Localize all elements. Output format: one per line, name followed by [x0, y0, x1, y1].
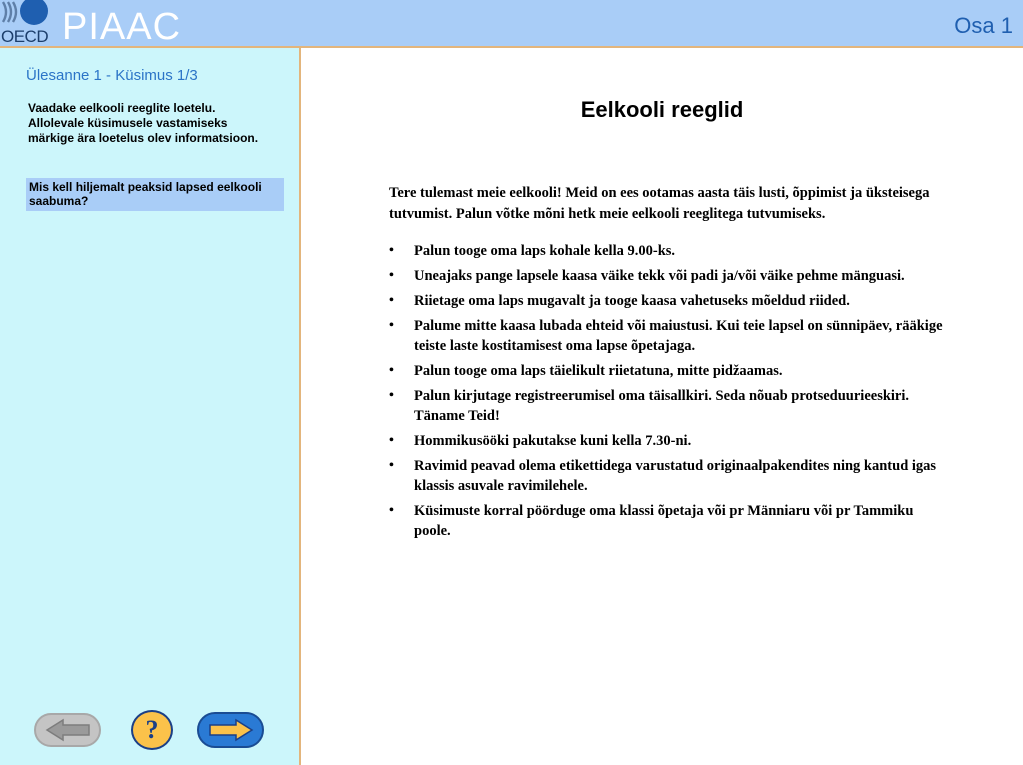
task-sidebar — [0, 48, 301, 765]
intro-paragraph[interactable]: Tere tulemast meie eelkooli! Meid on ees ootamas aasta täis lusti, õppimist ja üksteisega tutvumist. Palun võtke mõni hetk meie eelkooli reeglitega tutvumiseks. — [389, 185, 930, 222]
rule-item[interactable]: • Palun kirjutage registreerumisel oma täisallkiri. Seda nõuab protseduurieeskiri. Täname Teid! — [389, 386, 949, 426]
rules-list — [389, 241, 949, 546]
task-instructions: Vaadake eelkooli reeglite loetelu. Allolevale küsimusele vastamiseks märkige ära loetelus olev informatsioon. — [28, 101, 259, 145]
rule-item[interactable]: • Küsimuste korral pöörduge oma klassi õpetaja või pr Männiaru või pr Tammiku poole. — [389, 501, 949, 541]
brand-title: PIAAC — [62, 6, 182, 48]
rule-item[interactable]: • Uneajaks pange lapsele kaasa väike tekk või padi ja/või väike pehme mänguasi. — [389, 266, 949, 286]
back-button[interactable] — [34, 713, 101, 747]
oecd-logo-text: OECD — [1, 27, 49, 46]
rule-item[interactable]: • Palume mitte kaasa lubada ehteid või maiustusi. Kui teie lapsel on sünnipäev, rääkige teiste laste kostitamisest oma lapse õpetajaga. — [389, 316, 949, 356]
rule-item[interactable]: • Riietage oma laps mugavalt ja tooge kaasa vahetuseks mõeldud riided. — [389, 291, 949, 311]
rule-item[interactable]: • Palun tooge oma laps täielikult riietatuna, mitte pidžaamas. — [389, 361, 949, 381]
task-title: Ülesanne 1 - Küsimus 1/3 — [26, 67, 198, 84]
rule-item[interactable]: • Hommikusööki pakutakse kuni kella 7.30-ni. — [389, 431, 949, 451]
next-button[interactable] — [197, 712, 264, 748]
rule-item[interactable]: • Ravimid peavad olema etikettidega varustatud originaalpakendites ning kantud igas klassis asuvale ravimilehele. — [389, 456, 949, 496]
arrow-right-icon — [208, 718, 254, 742]
question-text: Mis kell hiljemalt peaksid lapsed eelkooli saabuma? — [26, 178, 284, 211]
document-title: Eelkooli reeglid — [580, 97, 744, 122]
help-button[interactable]: ? — [131, 710, 173, 750]
arrow-left-icon — [45, 718, 91, 742]
header-bar — [0, 0, 1023, 48]
stimulus-panel — [301, 48, 1023, 765]
part-indicator: Osa 1 — [954, 13, 1013, 38]
rule-item[interactable]: • Palun tooge oma laps kohale kella 9.00-ks. — [389, 241, 949, 261]
